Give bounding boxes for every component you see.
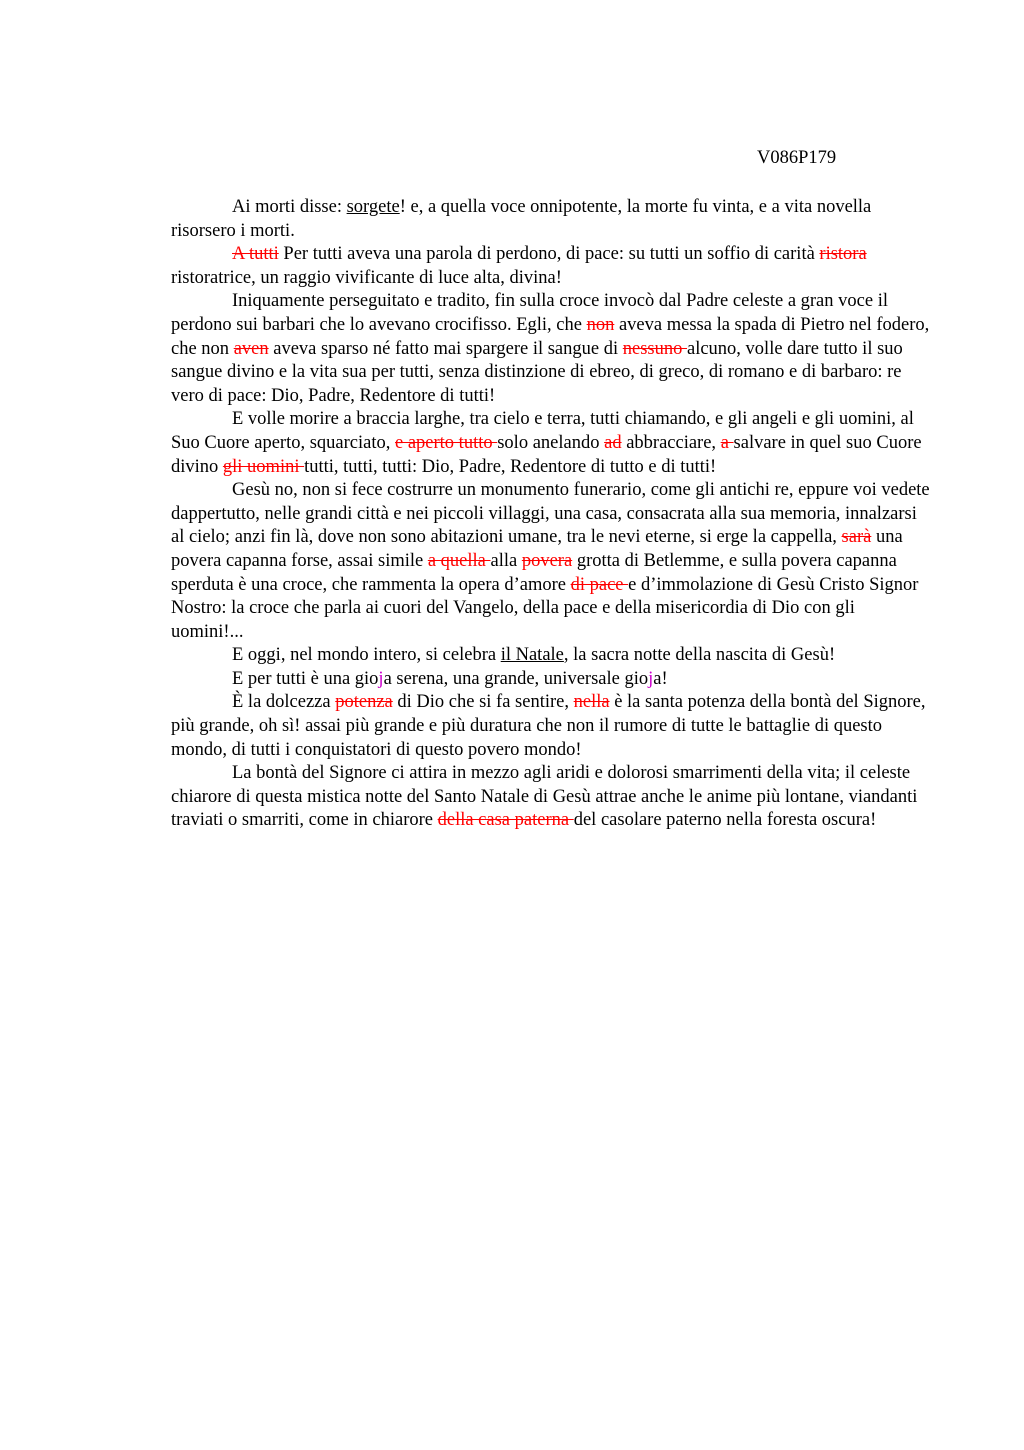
paragraph-1	[171, 196, 931, 243]
deleted-text: gli uomini	[222, 456, 305, 477]
text-run: tutti, tutti, tutti: Dio, Padre, Redentore di tutto e di tutti!	[304, 456, 717, 477]
text-run: alcuno, volle dare tutto il suo sangue divino e la vita sua per tutti, senza distinzione di ebreo, di greco, di romano e di barbaro: re vero di pace: Dio, Padre, Redentore di tutti!	[171, 338, 903, 406]
text-run: aveva messa la spada di Pietro nel fodero, che non	[171, 314, 930, 359]
deleted-text: potenza	[335, 692, 393, 713]
text-run: Per tutti aveva una parola di perdono, di pace: su tutti un soffio di carità	[278, 244, 820, 265]
paragraph-7	[171, 668, 931, 692]
deleted-text: aven	[233, 338, 269, 359]
underlined-text: sorgete	[346, 197, 400, 217]
text-run: grotta di Betlemme, e sulla povera capanna sperduta è una croce, che rammenta la opera d’amore	[171, 550, 897, 595]
page-code: V086P179	[757, 148, 837, 168]
deleted-text: a quella	[427, 550, 491, 571]
paragraph-2	[171, 243, 931, 290]
underlined-text: il Natale	[500, 645, 564, 666]
text-run: è la santa potenza della bontà del Signore, più grande, oh sì! assai più grande e più duratura che non il rumore di tutte le battaglie di questo mondo, di tutti i conquistatori di questo povero mondo!	[171, 692, 926, 760]
text-run: a serena, una grande, universale gio	[383, 668, 649, 689]
text-run: aveva sparso né fatto mai spargere il sangue di	[268, 338, 623, 359]
deleted-text: A tutti	[232, 244, 279, 265]
paragraph-9	[171, 762, 931, 833]
deleted-text: sarà	[841, 527, 872, 548]
deleted-text: ad	[604, 432, 622, 453]
deleted-text: della casa paterna	[437, 810, 574, 831]
text-run: solo anelando	[497, 432, 605, 453]
text-run: Ai morti disse:	[232, 197, 347, 217]
text-run: abbracciare,	[621, 432, 721, 453]
text-run: ristoratrice, un raggio vivificante di luce alta, divina!	[171, 267, 562, 288]
text-run: E per tutti è una gio	[232, 668, 379, 689]
text-run: ! e, a quella voce onnipotente, la morte fu vinta, e a vita novella risorsero i morti.	[171, 197, 872, 241]
text-run: salvare in quel suo Cuore divino	[171, 432, 922, 477]
text-run: e d’immolazione di Gesù Cristo Signor Nostro: la croce che parla ai cuori del Vangelo, della pace e della misericordia di Dio con gli uomini!...	[171, 574, 919, 642]
paragraph-8	[171, 691, 931, 762]
text-run: È la dolcezza	[232, 692, 336, 713]
document-body	[171, 196, 931, 833]
text-run: una povera capanna forse, assai simile	[171, 527, 903, 571]
deleted-text: a	[720, 432, 734, 453]
text-run: di Dio che si fa sentire,	[392, 692, 574, 713]
deleted-text: nella	[573, 692, 610, 713]
paragraph-5	[171, 479, 931, 644]
text-run: Gesù no, non si fece costrurre un monumento funerario, come gli antichi re, eppure voi vedete dappertutto, nelle grandi città e nei piccoli villaggi, una casa, consacrata alla sua memoria, innalzarsi al cielo; anzi fin là, dove non sono abitazioni umane, tra le nevi eterne, si erge la cappella,	[171, 480, 930, 548]
deleted-text: e aperto tutto	[395, 432, 498, 453]
text-run: , la sacra notte della nascita di Gesù!	[563, 645, 836, 666]
text-run: E volle morire a braccia larghe, tra cielo e terra, tutti chiamando, e gli angeli e gli uomini, al Suo Cuore aperto, squarciato,	[171, 409, 914, 453]
text-run: Iniquamente perseguitato e tradito, fin sulla croce invocò dal Padre celeste a gran voce il perdono sui barbari che lo avevano crocifisso. Egli, che	[171, 291, 888, 335]
text-run: E oggi, nel mondo intero, si celebra	[232, 645, 501, 666]
text-run: alla	[490, 550, 522, 571]
inserted-text: j	[648, 668, 654, 689]
deleted-text: nessuno	[622, 338, 687, 359]
deleted-text: ristora	[819, 244, 867, 265]
inserted-text: j	[378, 668, 384, 689]
paragraph-6	[171, 644, 931, 668]
text-run: La bontà del Signore ci attira in mezzo agli aridi e dolorosi smarrimenti della vita; il celeste chiarore di questa mistica notte del Santo Natale di Gesù attrae anche le anime più lontane, viandanti traviati o smarriti, come in chiarore	[171, 763, 918, 831]
paragraph-4	[171, 408, 931, 479]
text-run: del casolare paterno nella foresta oscura!	[573, 810, 877, 831]
deleted-text: non	[586, 314, 615, 335]
paragraph-3	[171, 290, 931, 408]
text-run: a!	[653, 668, 668, 689]
deleted-text: povera	[521, 550, 573, 571]
deleted-text: di pace	[570, 574, 629, 595]
